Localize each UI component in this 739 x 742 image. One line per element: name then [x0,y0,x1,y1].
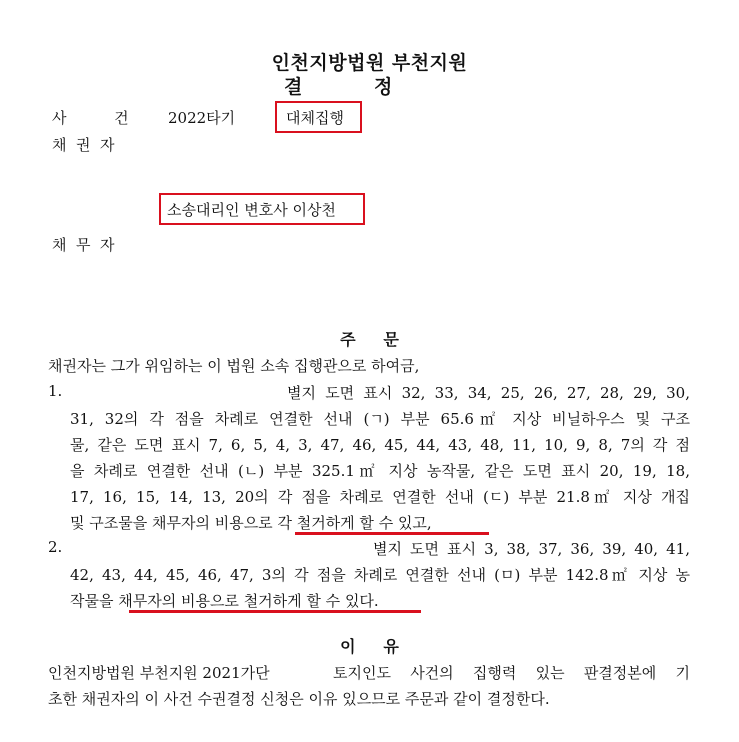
order-item-2-underline [129,610,421,613]
order-item-2-number: 2. [48,538,63,556]
reason-line-2: 초한 채권자의 이 사건 수권결정 신청은 이유 있으므로 주문과 같이 결정한다. [48,690,550,708]
order-item-1-underline [295,532,489,535]
order-heading: 주 문 [340,330,399,349]
order-item-1-line-6: 및 구조물을 채무자의 비용으로 각 철거하게 할 수 있고, [70,514,432,532]
order-item-1-line-4: 을 차례로 연결한 선내 (ㄴ) 부분 325.1㎡ 지상 농작물, 같은 도면 표시 20, 19, 18, [70,462,690,480]
order-intro: 채권자는 그가 위임하는 이 법원 소속 집행관으로 하여금, [48,357,420,375]
legal-agent: 소송대리인 변호사 이상천 [167,201,336,219]
order-item-1-number: 1. [48,382,63,400]
order-item-1-line-3: 물, 같은 도면 표시 7, 6, 5, 4, 3, 47, 46, 45, 44, 43, 48, 11, 10, 9, 8, 7의 각 점 [70,436,690,454]
order-item-1-line-2: 31, 32의 각 점을 차례로 연결한 선내 (ㄱ) 부분 65.6㎡ 지상 비닐하우스 및 구조 [70,410,690,428]
order-item-2-line-1: 별지 도면 표시 3, 38, 37, 36, 39, 40, 41, [373,540,690,558]
order-item-1-line-5: 17, 16, 15, 14, 13, 20의 각 점을 차례로 연결한 선내 (ㄷ) 부분 21.8㎡ 지상 개집 [70,488,690,506]
order-item-2-line-3: 작물을 채무자의 비용으로 철거하게 할 수 있다. [70,592,379,610]
court-name: 인천지방법원 부천지원 [271,52,468,74]
reason-heading: 이 유 [340,637,399,656]
case-name: 대체집행 [286,109,344,127]
creditor-label: 채 권 자 [52,136,115,154]
reason-line-1a: 인천지방법원 부천지원 2021가단 [48,664,270,682]
order-item-2-line-2: 42, 43, 44, 45, 46, 47, 3의 각 점을 차례로 연결한 선내 (ㅁ) 부분 142.8㎡ 지상 농 [70,566,690,584]
order-item-1-line-1: 별지 도면 표시 32, 33, 34, 25, 26, 27, 28, 29, 30, [287,384,690,402]
document-type: 결 정 [284,76,393,98]
debtor-label: 채 무 자 [52,236,115,254]
case-number: 2022타기 [168,109,236,127]
case-label: 사 건 [52,109,129,127]
reason-line-1b: 토지인도 사건의 집행력 있는 판결정본에 기 [333,664,690,682]
